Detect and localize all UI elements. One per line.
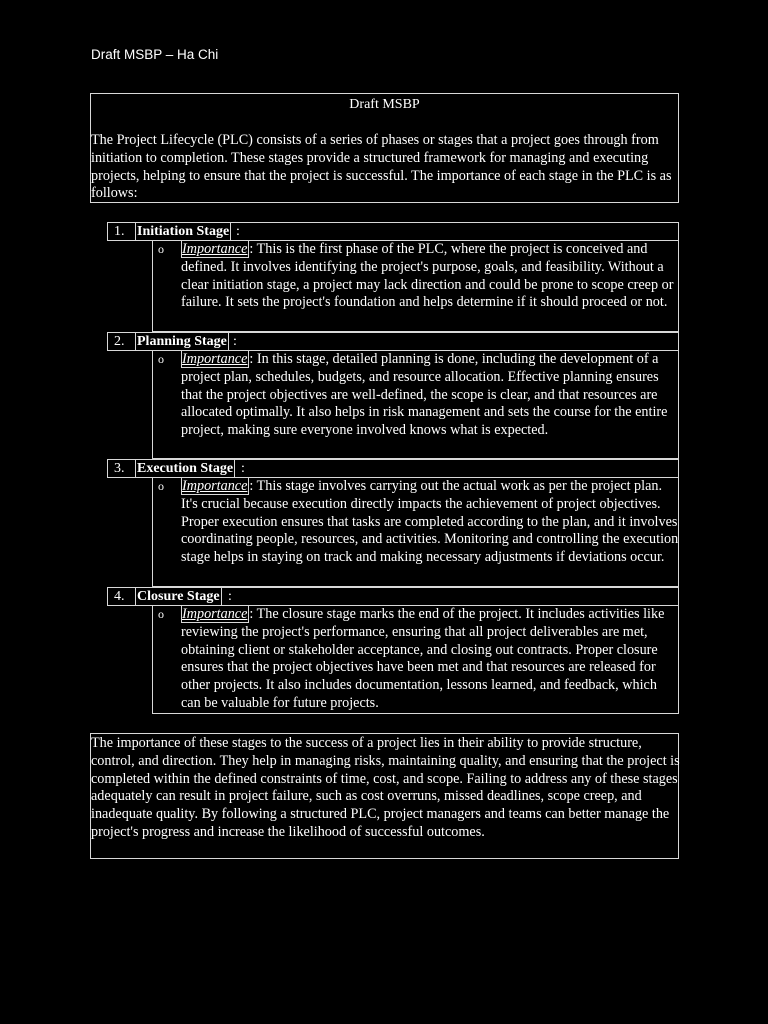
intro-section [90,93,679,203]
stage-number: 1. [114,224,125,239]
stage-importance-text [181,478,679,567]
stage-name: Execution Stage [137,461,234,476]
bullet-icon: o [158,242,164,256]
bullet-icon: o [158,607,164,621]
stage-heading-execution [107,459,679,478]
stage-body-initiation [152,241,679,332]
importance-description: : The closure stage marks the end of the project. It includes activities like reviewing the project's performance, ensuring that all project deliverables are met, obtaining client or stakeholder acceptance, and closing out contracts. Proper closure ensures that the project objectives have been met and that resources are released for other projects. It also includes documentation, lessons learned, and feedback, which can be valuable for future projects. [181,606,665,711]
stage-title [135,332,229,351]
importance-label: Importance [182,351,248,367]
stage-title [135,587,222,606]
importance-description: : This is the first phase of the PLC, where the project is conceived and defined. It involves identifying the project's purpose, goals, and feasibility. Without a clear initiation stage, a project may lack direction and could be prone to scope creep or failure. It sets the project's foundation and helps determine if it should proceed or not. [181,241,674,311]
stage-number: 3. [114,461,125,476]
stage-body-closure [152,606,679,714]
bullet-icon: o [158,352,164,366]
importance-label: Importance [182,478,248,494]
stage-importance-text [181,241,679,312]
stage-name: Closure Stage [137,589,220,604]
importance-label: Importance [182,606,248,622]
stage-body-planning [152,351,679,459]
conclusion-paragraph: The importance of these stages to the success of a project lies in their ability to provide structure, control, and direction. They help in managing risks, maintaining quality, and ensuring that the project is completed within the defined constraints of time, cost, and scope. Failing to address any of these stages adequately can result in project failure, such as cost overruns, missed deadlines, scope creep, and inadequate quality. By following a structured PLC, project managers and teams can better manage the project's progress and increase the likelihood of successful outcomes. [91,735,680,840]
stage-body-execution [152,478,679,587]
stage-colon: : [236,224,240,239]
stage-heading-closure [107,587,679,606]
stage-title [135,222,231,241]
stage-number: 2. [114,334,125,349]
stage-title [135,459,235,478]
stage-name: Planning Stage [137,334,227,349]
bullet-icon: o [158,479,164,493]
stage-colon: : [228,589,232,604]
importance-label: Importance [182,241,248,257]
stage-colon: : [241,461,245,476]
document-title: Draft MSBP [349,97,420,112]
stage-importance-text [181,606,679,713]
document-header: Draft MSBP – Ha Chi [91,47,219,62]
intro-paragraph: The Project Lifecycle (PLC) consists of a series of phases or stages that a project goes through from initiation to completion. These stages provide a structured framework for managing and executing projects, helping to ensure that the project is successful. The importance of each stage in the PLC is as follows: [91,132,672,202]
stage-importance-text [181,351,679,440]
stage-heading-planning [107,332,679,351]
conclusion-section [90,733,679,859]
stage-number: 4. [114,589,125,604]
stage-colon: : [233,334,237,349]
stage-name: Initiation Stage [137,224,230,239]
stage-heading-initiation [107,222,679,241]
importance-description: : This stage involves carrying out the actual work as per the project plan. It's crucial because execution directly impacts the achievement of project objectives. Proper execution ensures that tasks are completed according to the plan, and it involves coordinating people, resources, and activities. Monitoring and controlling the execution stage helps in staying on track and making necessary adjustments if deviations occur. [181,478,679,566]
importance-description: : In this stage, detailed planning is done, including the development of a project plan, schedules, budgets, and resource allocation. Effective planning ensures that the project objectives are well-defined, the scope is clear, and that resources are allocated optimally. It also helps in risk management and sets the course for the entire project, making sure everyone involved knows what is expected. [181,351,668,439]
